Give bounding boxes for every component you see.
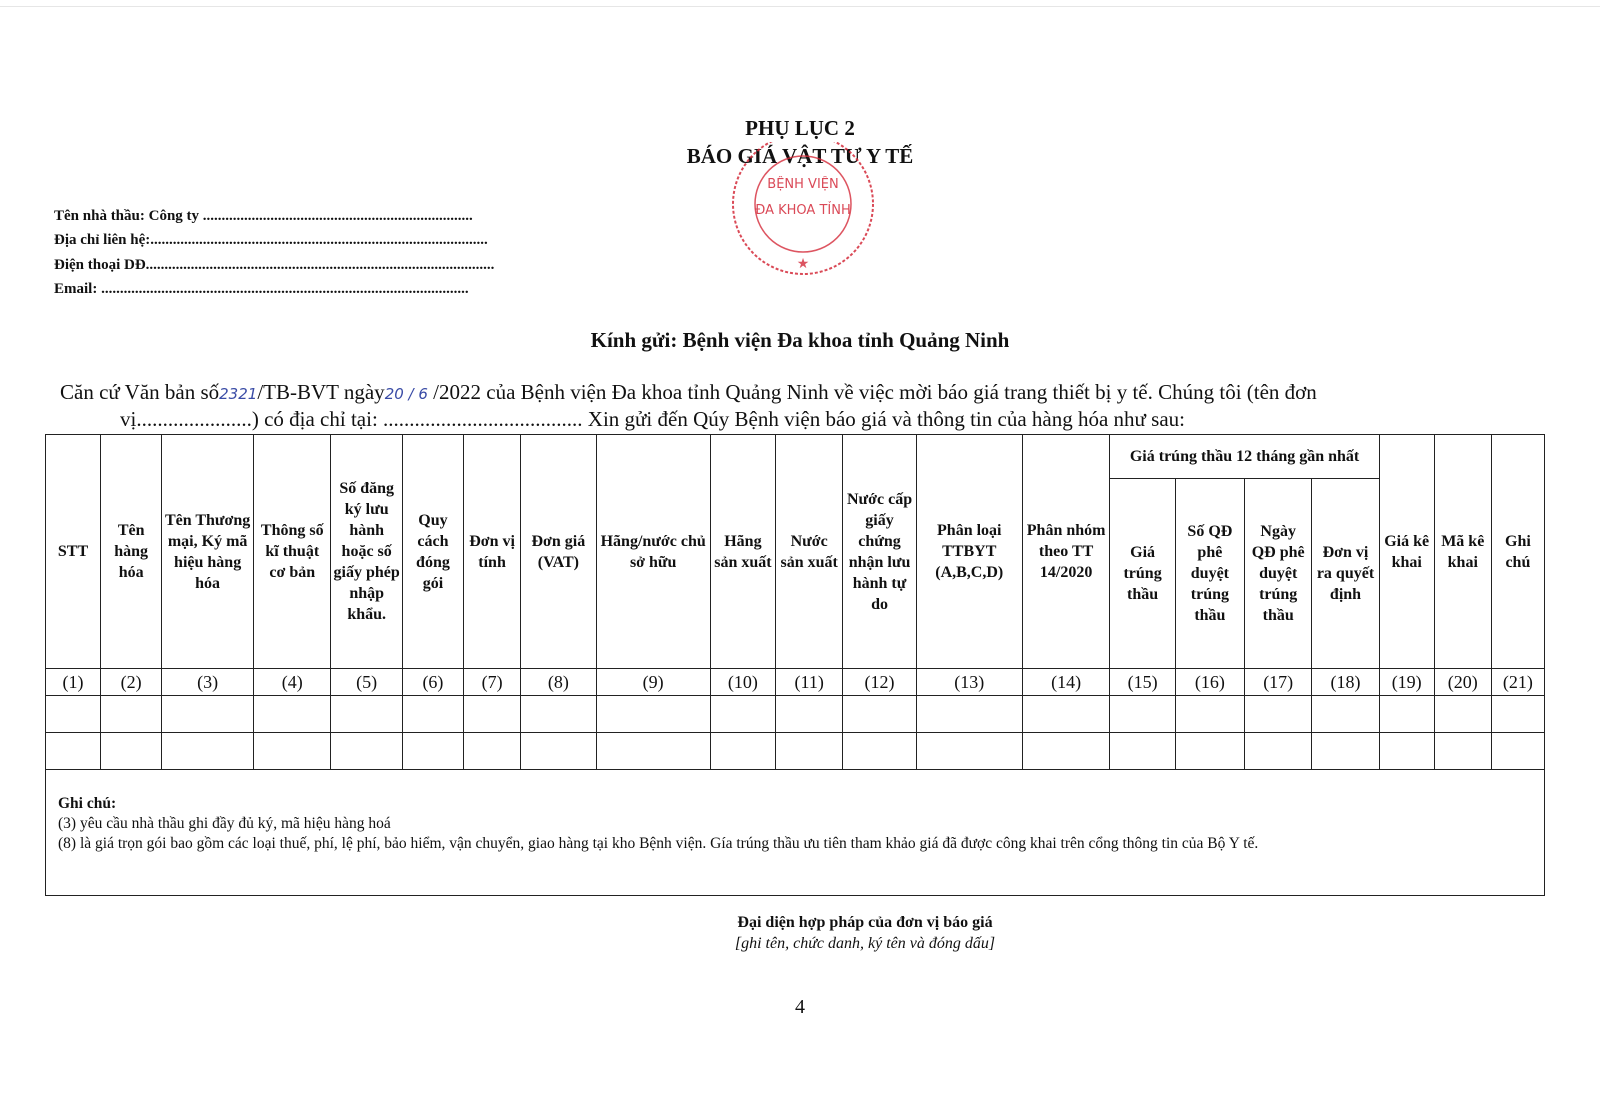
- stamp-text-1: BỆNH VIỆN: [767, 177, 839, 192]
- header-group: Phân nhóm theo TT 14/2020: [1022, 435, 1110, 669]
- table-number-row: [46, 669, 1545, 696]
- header-stt: STT: [46, 435, 101, 669]
- col-number: (17): [1245, 669, 1312, 696]
- col-number: (7): [464, 669, 521, 696]
- col-number: (8): [521, 669, 596, 696]
- header-country: Nước sản xuất: [776, 435, 843, 669]
- header-product-name: Tên hàng hóa: [101, 435, 162, 669]
- col-number: (10): [710, 669, 775, 696]
- col-number: (4): [254, 669, 331, 696]
- header-declaration-code: Mã kê khai: [1434, 435, 1491, 669]
- notes-box: [45, 760, 1545, 896]
- stamp-text-2: ĐA KHOA TỈNH: [755, 203, 851, 218]
- header-note: Ghi chú: [1491, 435, 1544, 669]
- col-number: (15): [1110, 669, 1175, 696]
- appendix-label: PHỤ LỤC 2: [745, 116, 855, 140]
- scan-top-edge: [0, 0, 1600, 7]
- header-cfs-country: Nước cấp giấy chứng nhận lưu hành tự do: [843, 435, 916, 669]
- quote-table: [45, 434, 1545, 770]
- header-classification: Phân loại TTBYT (A,B,C,D): [916, 435, 1022, 669]
- col-number: (6): [402, 669, 463, 696]
- col-number: (5): [331, 669, 402, 696]
- col-number: (20): [1434, 669, 1491, 696]
- intro-line-1: [60, 380, 1540, 407]
- intro-text-2: /TB-BVT ngày: [257, 380, 385, 404]
- handwritten-doc-number: 2321: [219, 385, 258, 403]
- col-number: (2): [101, 669, 162, 696]
- intro-text-1: Căn cứ Văn bản số: [60, 380, 220, 404]
- table-row-empty: [46, 696, 1545, 733]
- header-owner: Hãng/nước chủ sở hữu: [596, 435, 710, 669]
- col-number: (12): [843, 669, 916, 696]
- handwritten-date: 20 / 6: [384, 385, 428, 403]
- header-decision-date: Ngày QĐ phê duyệt trúng thầu: [1245, 479, 1312, 669]
- col-number: (13): [916, 669, 1022, 696]
- intro-text-3: /2022 của Bệnh viện Đa khoa tỉnh Quảng Ninh về việc mời báo giá trang thiết bị y tế. Chúng tôi (tên đơn: [427, 380, 1317, 404]
- header-manufacturer: Hãng sản xuất: [710, 435, 775, 669]
- header-decision-number: Số QĐ phê duyệt trúng thầu: [1175, 479, 1244, 669]
- col-number: (11): [776, 669, 843, 696]
- addressee: Kính gửi: Bệnh viện Đa khoa tỉnh Quảng Ninh: [590, 328, 1010, 352]
- contractor-phone-line: Điện thoại DĐ.............................................................................................: [54, 257, 495, 273]
- col-number: (9): [596, 669, 710, 696]
- contractor-email-line: Email: ..................................................................................................: [54, 281, 469, 297]
- header-unit: Đơn vị tính: [464, 435, 521, 669]
- col-number: (19): [1379, 669, 1434, 696]
- signature-title: Đại diện hợp pháp của đơn vị báo giá: [737, 914, 993, 931]
- header-registration: Số đăng ký lưu hành hoặc số giấy phép nhập khẩu.: [331, 435, 402, 669]
- notes-title: Ghi chú:: [58, 795, 117, 812]
- header-packing: Quy cách đóng gói: [402, 435, 463, 669]
- intro-line-2: vị......................) có địa chỉ tại: ...................................... Xin gửi đến Qúy Bệnh viện báo giá và thông tin của hàng hóa như sau:: [120, 407, 1186, 431]
- col-number: (1): [46, 669, 101, 696]
- page-number: 4: [795, 996, 805, 1018]
- header-trade-name: Tên Thương mại, Ký mã hiệu hàng hóa: [162, 435, 254, 669]
- header-issuing-unit: Đơn vị ra quyết định: [1312, 479, 1379, 669]
- contractor-name-line: Tên nhà thầu: Công ty ........................................................................: [54, 208, 473, 224]
- document-title: BÁO GIÁ VẬT TƯ Y TẾ: [686, 144, 914, 168]
- svg-text:★: ★: [796, 256, 810, 272]
- note-2: (8) là giá trọn gói bao gồm các loại thuế, phí, lệ phí, bảo hiểm, vận chuyển, giao hàng tại kho Bệnh viện. Gía trúng thầu ưu tiên tham khảo giá đã được công khai trên cổng thông tin của Bộ Y tế.: [58, 835, 1259, 852]
- header-winning-bid-group: Giá trúng thầu 12 tháng gần nhất: [1110, 435, 1379, 479]
- table-header-row-1: [46, 435, 1545, 479]
- col-number: (18): [1312, 669, 1379, 696]
- signature-hint: [ghi tên, chức danh, ký tên và đóng dấu]: [734, 935, 996, 952]
- hospital-stamp: [718, 142, 888, 282]
- header-unit-price: Đơn giá (VAT): [521, 435, 596, 669]
- col-number: (16): [1175, 669, 1244, 696]
- col-number: (14): [1022, 669, 1110, 696]
- note-1: (3) yêu cầu nhà thầu ghi đầy đủ ký, mã hiệu hàng hoá: [58, 815, 391, 832]
- col-number: (3): [162, 669, 254, 696]
- signature-block: [700, 912, 1030, 954]
- intro-paragraph: [60, 380, 1540, 432]
- header-specs: Thông số kĩ thuật cơ bản: [254, 435, 331, 669]
- header-winning-price: Giá trúng thầu: [1110, 479, 1175, 669]
- col-number: (21): [1491, 669, 1544, 696]
- header-declared-price: Giá kê khai: [1379, 435, 1434, 669]
- contractor-address-line: Địa chỉ liên hệ:..........................................................................................: [54, 232, 488, 248]
